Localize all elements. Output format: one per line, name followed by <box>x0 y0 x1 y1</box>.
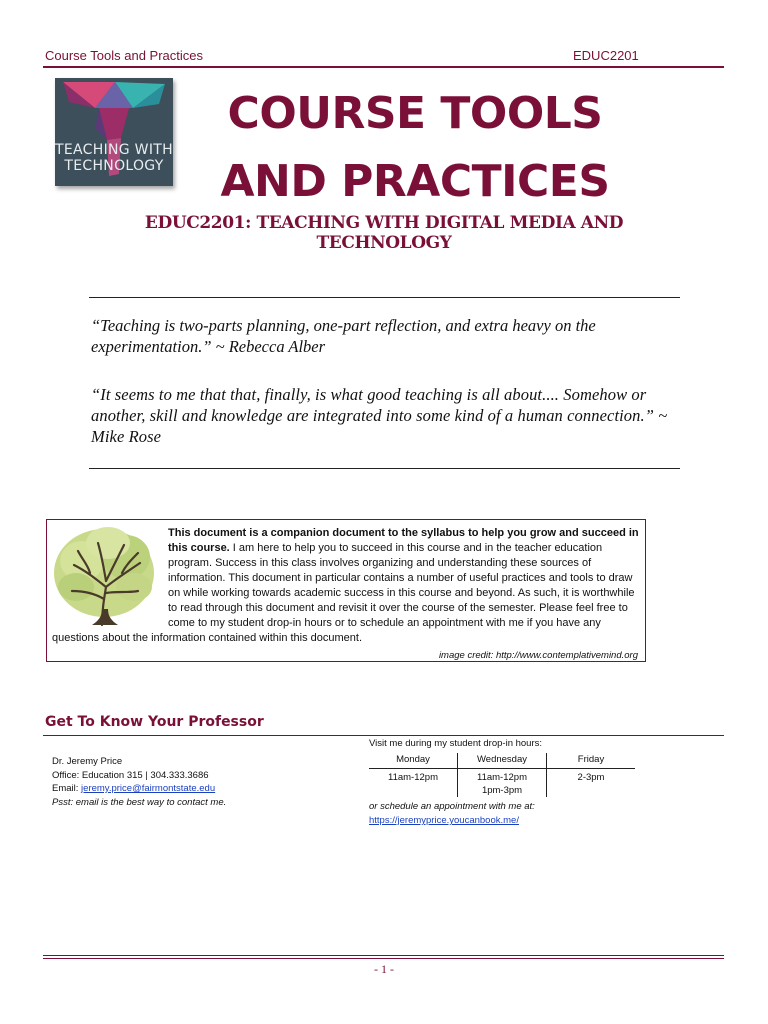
quote-alber: “Teaching is two-parts planning, one-part reflection, and extra heavy on the experimentation.” ~ Rebecca Alber <box>91 316 596 356</box>
email-link[interactable]: jeremy.price@fairmontstate.edu <box>81 783 216 794</box>
quote-rose: “It seems to me that that, finally, is what good teaching is all about.... Somehow or another, skill and knowledge are integrated into some kind of a human connection.” ~ Mike Rose <box>91 385 668 446</box>
schedule-link[interactable]: https://jeremyprice.youcanbook.me/ <box>369 815 519 826</box>
running-header-title: Course Tools and Practices <box>45 48 204 63</box>
professor-email-line <box>52 782 226 796</box>
header-rule <box>43 66 724 68</box>
title-line1: COURSE TOOLS <box>227 88 603 139</box>
day-header-wednesday: Wednesday <box>458 753 547 769</box>
running-header-course: EDUC2201 <box>573 48 639 63</box>
logo-text-line2: TECHNOLOGY <box>64 158 164 174</box>
hours-cell <box>369 784 458 797</box>
professor-name: Dr. Jeremy Price <box>52 756 123 767</box>
schedule-label: or schedule an appointment with me at: <box>369 801 535 812</box>
footer-rule <box>43 955 724 956</box>
hours-cell: 2-3pm <box>577 772 605 783</box>
email-tip: Psst: email is the best way to contact me. <box>52 796 227 808</box>
logo-text-line1: TEACHING WITH <box>55 142 173 158</box>
drop-in-hours-label: Visit me during my student drop-in hours: <box>369 738 543 749</box>
hours-cell: 1pm-3pm <box>458 784 547 797</box>
page-subtitle: EDUC2201: TEACHING WITH DIGITAL MEDIA AND TECHNOLOGY <box>144 213 624 253</box>
section-heading-professor: Get To Know Your Professor <box>45 714 264 730</box>
footer-rule <box>43 958 724 959</box>
teaching-with-technology-logo <box>55 78 173 186</box>
hours-cell: 11am-12pm <box>369 769 458 785</box>
image-credit: image credit: http://www.contemplativemind.org <box>438 650 638 661</box>
day-header-friday: Friday <box>547 753 636 769</box>
professor-office: Office: Education 315 | 304.333.3686 <box>52 769 209 781</box>
companion-notice-bold: This document is a companion document to the syllabus to help you grow and succeed in this course. <box>168 527 639 554</box>
title-line2: AND PRACTICES <box>220 156 610 207</box>
drop-in-hours-table <box>369 753 635 797</box>
hours-cell: 11am-12pm <box>458 769 547 785</box>
page-number: - 1 - <box>374 962 394 976</box>
email-label: Email: <box>52 783 82 794</box>
quote-rule-bottom <box>89 468 680 469</box>
tree-illustration <box>52 521 160 631</box>
professor-contact-block <box>52 755 226 809</box>
page-title <box>190 80 640 216</box>
hours-cell <box>547 784 636 797</box>
day-header-monday: Monday <box>369 753 458 769</box>
section-rule <box>43 735 724 736</box>
companion-notice-body: I am here to help you to succeed in this course and in the teacher education program. Success in this class involves organizing and understanding these sources of information. This document in particular contains a number of useful practices and tools to draw on while working towards academic success in this course and beyond. As such, it is worthwhile to read through this document and revisit it over the course of the semester. Please feel free to come to my student drop-in hours or to schedule an appointment with me if you have any questions about the information contained within this document. <box>52 542 635 644</box>
quote-rule-top <box>89 297 680 298</box>
